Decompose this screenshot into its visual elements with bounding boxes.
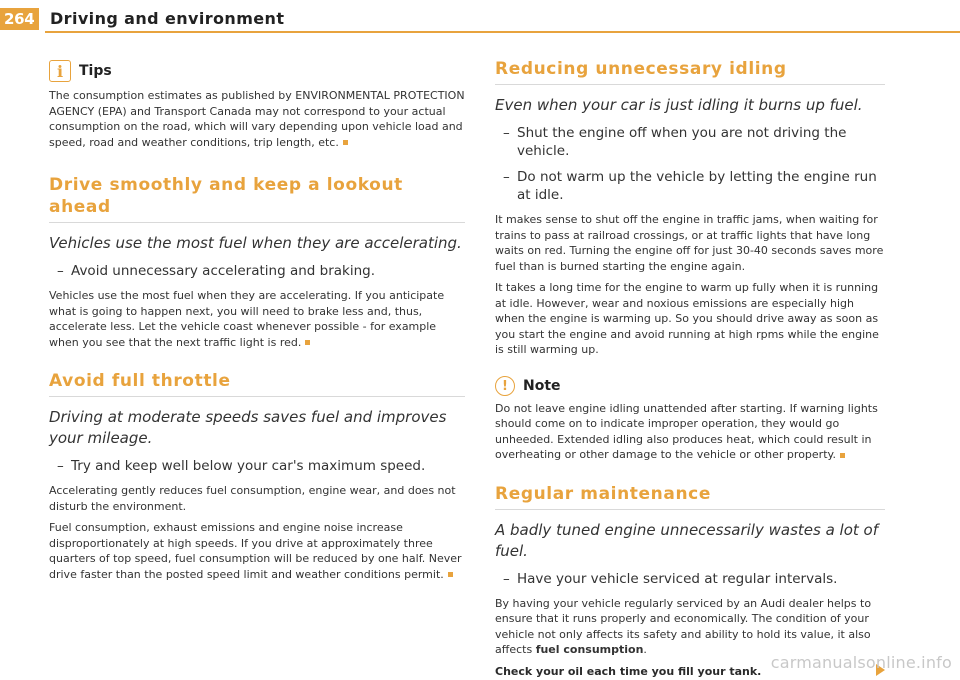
end-mark-icon xyxy=(448,572,453,577)
left-column xyxy=(49,58,465,588)
bullet-item: – Avoid unnecessary accelerating and braking. xyxy=(49,262,465,280)
header-rule xyxy=(45,31,960,33)
tips-header xyxy=(49,60,465,82)
end-mark-icon xyxy=(343,140,348,145)
paragraph: Fuel consumption, exhaust emissions and engine noise increase disproportionately at high speeds. If you drive at approximately three quarters of top speed, fuel consumption will be reduced by one half. Never drive faster than the posted speed limit and weather conditions permit. xyxy=(49,521,462,581)
bullet-item: – Do not warm up the vehicle by letting the engine run at idle. xyxy=(495,168,885,204)
lead-drive-smoothly: Vehicles use the most fuel when they are accelerating. xyxy=(49,234,462,252)
paragraph: It takes a long time for the engine to warm up fully when it is running at idle. However, wear and noxious emissions are especially high when the engine is warming up. So you should drive away as soon as you start the engine and avoid running at high rpms while the engine is still warming up. xyxy=(495,281,879,356)
paragraph: Vehicles use the most fuel when they are accelerating. If you anticipate what is going to happen next, you will need to brake less and, thus, accelerate less. Let the vehicle coast whenever possible - for example when you see that the next traffic light is red. xyxy=(49,289,445,349)
note-label: Note xyxy=(523,377,561,394)
paragraph: By having your vehicle regularly serviced by an Audi dealer helps to ensure that it runs properly and economically. The condition of your vehicle not only affects its safety and ability to hold its value, it also affects fuel consumption. xyxy=(495,596,872,656)
oil-check-line: Check your oil each time you fill your tank. xyxy=(495,664,885,679)
end-mark-icon xyxy=(840,453,845,458)
section-title-full-throttle: Avoid full throttle xyxy=(49,370,465,397)
warning-circle-icon: ! xyxy=(495,376,515,396)
lead-maintenance: A badly tuned engine unnecessarily wastes a lot of fuel. xyxy=(495,520,878,560)
paragraph: It makes sense to shut off the engine in traffic jams, when waiting for trains to pass at railroad crossings, or at traffic lights that have long waits on red. Turning the engine off for just 30-40 seconds saves more fuel than is burned starting the engine again. xyxy=(495,213,884,273)
bullet-item: – Shut the engine off when you are not driving the vehicle. xyxy=(495,124,885,160)
lead-idling: Even when your car is just idling it burns up fuel. xyxy=(495,96,863,114)
section-title-drive-smoothly: Drive smoothly and keep a lookout ahead xyxy=(49,174,465,223)
tips-label: Tips xyxy=(79,63,112,79)
section-title-idling: Reducing unnecessary idling xyxy=(495,58,885,85)
note-text: Do not leave engine idling unattended after starting. If warning lights should come on to indicate improper operation, they would go unheeded. Extended idling also produces heat, which could result in overheating or other damage to the vehicle or other property. xyxy=(495,401,878,461)
bullet-item: – Try and keep well below your car's maximum speed. xyxy=(49,457,465,475)
end-mark-icon xyxy=(305,340,310,345)
right-column xyxy=(495,58,885,679)
watermark: carmanualsonline.info xyxy=(770,653,952,672)
page-number: 264 xyxy=(0,8,39,30)
paragraph: Accelerating gently reduces fuel consumption, engine wear, and does not disturb the environment. xyxy=(49,484,456,513)
note-header xyxy=(495,376,885,396)
tips-text: The consumption estimates as published by ENVIRONMENTAL PROTECTION AGENCY (EPA) and Transport Canada may not correspond to your actual consumption on the road, which will vary depending upon vehicle load and speed, road and weather conditions, trip length, etc. xyxy=(49,89,465,149)
chapter-title: Driving and environment xyxy=(50,9,285,28)
lead-full-throttle: Driving at moderate speeds saves fuel and improves your mileage. xyxy=(49,408,447,447)
info-icon: i xyxy=(49,60,71,82)
section-title-maintenance: Regular maintenance xyxy=(495,483,885,510)
bullet-item: – Have your vehicle serviced at regular intervals. xyxy=(495,570,885,588)
